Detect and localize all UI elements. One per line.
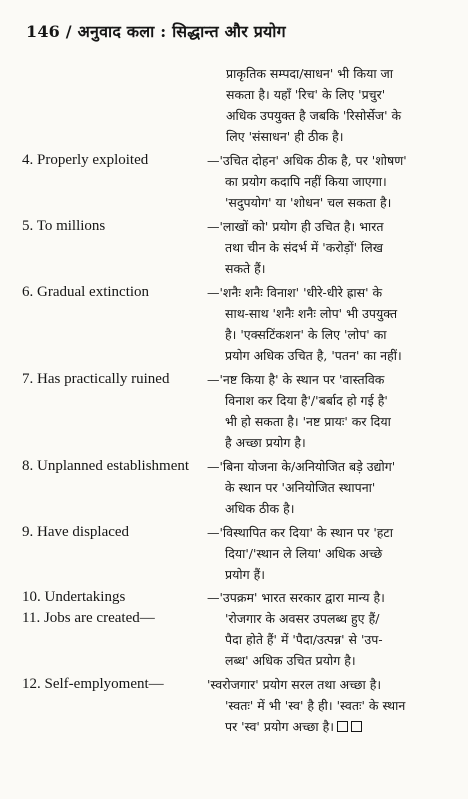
description-line: अधिक ठीक है।: [225, 501, 295, 516]
description-line: —'शनैः शनैः विनाश' 'धीरे-धीरे ह्रास' के: [207, 285, 383, 300]
description-text: पर 'स्व' प्रयोग अच्छा है।: [225, 719, 334, 734]
description-line: प्रयोग अधिक उचित है, 'पतन' का नहीं।: [225, 348, 402, 363]
description-line: पैदा होते हैं' में 'पैदा/उत्पन्न' से 'उप-: [225, 632, 383, 647]
description-line: —'नष्ट किया है' के स्थान पर 'वास्तविक: [207, 372, 385, 387]
description-line: —'उचित दोहन' अधिक ठीक है, पर 'शोषण': [207, 153, 407, 168]
description-line: 'स्वरोजगार' प्रयोग सरल तथा अच्छा है।: [207, 677, 382, 692]
end-mark-box: [351, 721, 362, 732]
description-line: 'सदुपयोग' या 'शोधन' चल सकता है।: [225, 195, 392, 210]
intro-line: प्राकृतिक सम्पदा/साधन' भी किया जा: [226, 66, 394, 81]
intro-line: सकता है। यहाँ 'रिच' के लिए 'प्रचुर': [226, 87, 386, 102]
description-line: लब्ध' अधिक उचित प्रयोग है।: [225, 653, 356, 668]
entry-description: [207, 150, 455, 213]
description-line: तथा चीन के संदर्भ में 'करोड़ों' लिख: [225, 240, 383, 255]
description-line: प्रयोग हैं।: [225, 567, 265, 582]
description-line: [207, 716, 455, 737]
description-line: 'स्वतः' में भी 'स्व' है ही। 'स्वतः' के स्थान: [225, 698, 406, 713]
description-line: सकते हैं।: [225, 261, 266, 276]
description-line: है अच्छा प्रयोग है।: [225, 435, 306, 450]
description-line: है। 'एक्सटिंकशन' के लिए 'लोप' का: [225, 327, 387, 342]
entry-description: [207, 216, 455, 279]
entry-term: 7. Has practically ruined: [22, 371, 170, 387]
description-line: —'उपक्रम' भारत सरकार द्वारा मान्य है।: [207, 590, 385, 605]
description-line: —'लाखों को' प्रयोग ही उचित है। भारत: [207, 219, 384, 234]
description-line: का प्रयोग कदापि नहीं किया जाएगा।: [225, 174, 387, 189]
entry-description: [207, 587, 455, 671]
entry-term: 11. Jobs are created—: [22, 610, 155, 626]
entry-term: 8. Unplanned establishment: [22, 458, 190, 474]
entry-term: 4. Properly exploited: [22, 152, 149, 168]
description-line: विनाश कर दिया है'/'बर्बाद हो गई है': [225, 393, 388, 408]
description-line: साथ-साथ 'शनैः शनैः लोप' भी उपयुक्त: [225, 306, 398, 321]
description-line: 'रोजगार के अवसर उपलब्ध हुए हैं/: [225, 611, 380, 626]
intro-line: लिए 'संसाधन' ही ठीक है।: [226, 129, 344, 144]
entry-term: 6. Gradual extinction: [22, 284, 150, 300]
description-line: के स्थान पर 'अनियोजित स्थापना': [225, 480, 376, 495]
description-line: दिया'/'स्थान ले लिया' अधिक अच्छे: [225, 546, 383, 561]
entry-description: [207, 456, 455, 519]
page-header: 146 / अनुवाद कला : सिद्धान्त और प्रयोग: [26, 22, 286, 41]
description-line: —'बिना योजना के/अनियोजित बड़े उद्योग': [207, 459, 396, 474]
entry-term: 12. Self-emplyoment—: [22, 676, 164, 692]
entry-description: [207, 522, 455, 585]
entry-term: 5. To millions: [22, 218, 106, 234]
end-mark-box: [337, 721, 348, 732]
entry-description: [207, 674, 455, 737]
entry-description: [207, 369, 455, 453]
entry-term: 9. Have displaced: [22, 524, 130, 540]
entry-term: 10. Undertakings: [22, 589, 126, 605]
intro-paragraph: [226, 63, 451, 147]
entry-description: [207, 282, 455, 366]
intro-line: अधिक उपयुक्त है जबकि 'रिसोर्सेज' के: [226, 108, 402, 123]
description-line: —'विस्थापित कर दिया' के स्थान पर 'हटा: [207, 525, 393, 540]
description-line: भी हो सकता है। 'नष्ट प्रायः' कर दिया: [225, 414, 391, 429]
